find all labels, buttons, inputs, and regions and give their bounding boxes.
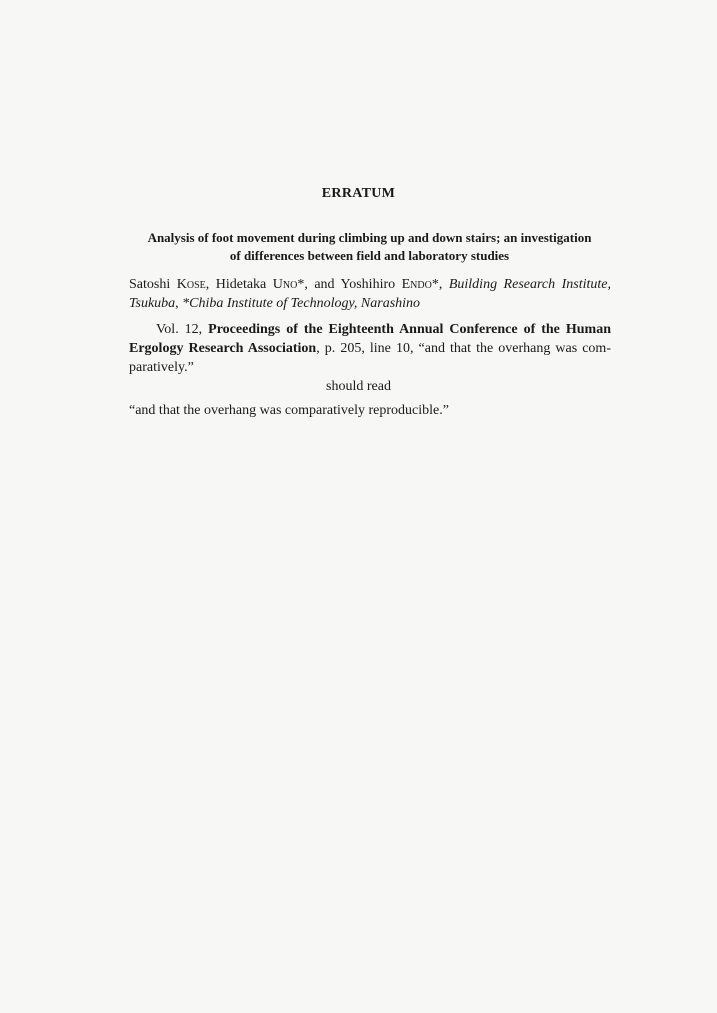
affiliation-1-part-2: Tsukuba <box>129 296 176 311</box>
author-separator-2: *, and Yoshihiro <box>297 277 402 292</box>
author-line-1 <box>129 275 611 294</box>
proceedings-title-part-2: Ergology Research Association <box>129 341 317 356</box>
author-1-family: Kose <box>176 277 206 292</box>
citation-paragraph <box>129 320 611 377</box>
citation-line-1 <box>129 320 611 339</box>
citation-volume: Vol. 12, <box>156 322 209 337</box>
article-title-line-1: Analysis of foot movement during climbing up and down stairs; an investigation <box>147 230 592 245</box>
author-block <box>129 275 611 313</box>
article-title-line-2: of differences between field and laboratory studies <box>229 248 510 263</box>
affiliation-1-part-1: Building Research Institute, <box>448 277 612 292</box>
author-separator-3: *, <box>431 277 449 292</box>
citation-location: , p. 205, line 10, “and that the overhang was com- <box>316 341 611 356</box>
author-3-family: Endo <box>401 277 432 292</box>
should-read-label: should read <box>326 379 391 394</box>
corrected-text: “and that the overhang was comparatively reproducible.” <box>129 403 449 418</box>
article-title <box>128 229 611 265</box>
citation-line-3: paratively.” <box>129 360 194 375</box>
author-line-2 <box>129 294 611 313</box>
author-separator-4: , <box>175 296 183 311</box>
author-2-family: Uno <box>272 277 298 292</box>
proceedings-title-part-1: Proceedings of the Eighteenth Annual Conference of the Human <box>208 322 611 337</box>
author-1-given: Satoshi <box>129 277 177 292</box>
affiliation-2: *Chiba Institute of Technology, Narashino <box>182 296 421 311</box>
erratum-heading: ERRATUM <box>321 186 396 201</box>
author-separator-1: , Hidetaka <box>205 277 273 292</box>
citation-line-2 <box>129 339 611 358</box>
